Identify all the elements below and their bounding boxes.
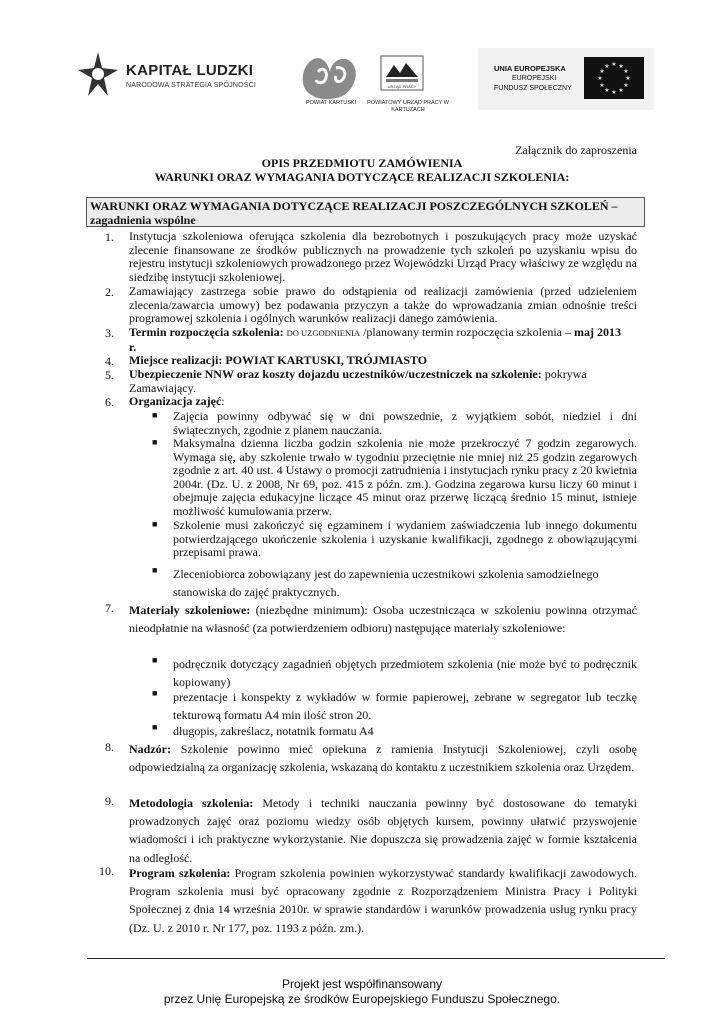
bullet-icon: ■ bbox=[152, 655, 158, 665]
svg-text:★: ★ bbox=[618, 63, 624, 70]
item-number: 1. bbox=[105, 230, 114, 244]
item-text-main: Szkolenie powinno mieć opiekuna z ramienia Instytucji Szkoleniowej, czyli osobę odpowiedzialną za organizację szkolenia, wskazaną do kontaktu z uczestnikiem szkolenia oraz Urzędem. bbox=[129, 742, 637, 775]
item-text: Instytucja szkoleniowa oferująca szkolenia dla bezrobotnych i poszukujących pracy może uzyskać zlecenie finansowane ze środków publicznych na prowadzenie tych szkoleń po uzyskaniu wpisu do rejestru instytucji szkoleniowych prowadzonego przez Wojewódzki Urząd Pracy właściwy ze względu na siedzibę instytucji szkoleniowej. bbox=[129, 229, 637, 284]
item-label: Metodologia szkolenia: bbox=[129, 796, 254, 810]
item-text bbox=[129, 368, 637, 395]
bullet-icon: ■ bbox=[152, 722, 158, 732]
section-heading: WARUNKI ORAZ WYMAGANIA DOTYCZĄCE REALIZACJI POSZCZEGÓLNYCH SZKOLEŃ – zagadnienia wspólne bbox=[90, 199, 618, 227]
bullet-icon: ■ bbox=[152, 437, 158, 447]
item-small-caps: DO UZGODNIENIA bbox=[286, 328, 361, 338]
item-label: Termin rozpoczęcia szkolenia: bbox=[129, 325, 284, 339]
item-text-main: : bbox=[221, 394, 225, 408]
bullet-icon: ■ bbox=[152, 565, 158, 575]
item-text bbox=[129, 326, 629, 354]
item-label-end: maj 2013 r. bbox=[129, 325, 621, 354]
ue-line-2: EUROPEJSKI bbox=[512, 75, 557, 82]
item-number: 4. bbox=[105, 354, 114, 368]
item-number: 3. bbox=[105, 326, 114, 340]
item-label: Materiały szkoleniowe: bbox=[129, 603, 251, 617]
footer-divider bbox=[87, 958, 665, 959]
bullet-text: Zajęcia powinny odbywać się w dni powszednie, z wyjątkiem sobót, niedziel i dni świątecznych, zgodnie z planem nauczania. bbox=[173, 409, 637, 437]
item-text-main: Metody i techniki nauczania powinny być dostosowane do tematyki prowadzonych zajęć oraz poziomu wiedzy osób objętych kursem, powinny ułatwić przyswojenie wiadomości i ich praktyczne wykorzystanie. Nie dopuszcza się prowadzenia zajęć w formie kształcenia na odległość. bbox=[129, 796, 638, 865]
bullet-icon: ■ bbox=[152, 519, 158, 529]
item-text bbox=[129, 354, 637, 368]
bullet-text: Szkolenie musi zakończyć się egzaminem i wydaniem zaświadczenia lub innego dokumentu potwierdzającego ukończenie szkolenia i uzyskanie kwalifikacji, zgodnego z obowiązującymi przepisami prawa. bbox=[173, 518, 637, 559]
bullet-text: Zleceniobiorca zobowiązany jest do zapewnienia uczestnikowi szkolenia samodzielnego stanowiska do zajęć praktycznych. bbox=[173, 567, 599, 600]
item-text-main: /planowany termin rozpoczęcia szkolenia – bbox=[360, 325, 574, 339]
item-number: 5. bbox=[105, 368, 114, 382]
svg-text:★: ★ bbox=[599, 68, 605, 75]
urzad-pracy-badge-text: URZĄD PRACY bbox=[387, 84, 417, 89]
item-number: 7. bbox=[105, 601, 114, 615]
kapital-ludzki-title: KAPITAŁ LUDZKI bbox=[126, 62, 254, 79]
item-label: Nadzór: bbox=[129, 742, 171, 756]
ue-line-3: FUNDUSZ SPOŁECZNY bbox=[494, 85, 572, 92]
svg-text:★: ★ bbox=[604, 63, 610, 70]
svg-text:★: ★ bbox=[625, 75, 631, 82]
item-label: Miejsce realizacji: POWIAT KARTUSKI, TRÓJMIASTO bbox=[129, 353, 428, 367]
svg-text:★: ★ bbox=[623, 68, 629, 75]
footer-line-2: przez Unię Europejską ze środków Europejskiego Funduszu Społecznego. bbox=[163, 992, 561, 1006]
item-text bbox=[129, 395, 637, 409]
item-label: Program szkolenia: bbox=[129, 866, 231, 880]
item-number: 10. bbox=[99, 864, 114, 878]
item-label: Ubezpieczenie NNW oraz koszty dojazdu uczestników/uczestniczek na szkolenie: bbox=[129, 367, 542, 381]
bullet-text: długopis, zakreślacz, notatnik formatu A4 bbox=[173, 724, 374, 738]
urzad-pracy-caption: POWIATOWY URZĄD PRACY W KARTUZACH bbox=[367, 100, 449, 113]
item-number: 2. bbox=[105, 285, 114, 299]
item-text bbox=[129, 601, 637, 637]
item-number: 6. bbox=[105, 395, 114, 409]
item-label: Organizacja zajęć bbox=[129, 394, 222, 408]
bullet-text: podręcznik dotyczący zagadnień objętych przedmiotem szkolenia (nie może być to podręcznik kopiowany) bbox=[173, 657, 637, 690]
footer-line-1: Projekt jest współfinansowany bbox=[281, 977, 443, 991]
svg-text:★: ★ bbox=[604, 87, 610, 94]
svg-text:★: ★ bbox=[611, 89, 617, 96]
svg-text:★: ★ bbox=[618, 87, 624, 94]
item-text bbox=[129, 740, 637, 776]
attachment-note: Załącznik do zaproszenia bbox=[515, 143, 637, 157]
svg-text:★: ★ bbox=[611, 61, 617, 68]
item-text bbox=[129, 864, 637, 937]
document-title: OPIS PRZEDMIOTU ZAMÓWIENIA bbox=[261, 156, 463, 170]
ue-line-1: UNIA EUROPEJSKA bbox=[494, 64, 566, 73]
item-text-main: (niezbędne minimum): Osoba uczestnicząca w szkoleniu powinna otrzymać nieodpłatnie na własność (za potwierdzeniem odbioru) następujące materiały szkoleniowe: bbox=[129, 603, 638, 636]
item-number: 8. bbox=[105, 740, 114, 754]
item-number: 9. bbox=[105, 794, 114, 808]
item-text-main: Program szkolenia powinien wykorzystywać standardy kwalifikacji zawodowych. Program szkolenia musi być opracowany zgodnie z Rozporządzeniem Ministra Pracy i Polityki Społecznej z dnia 14 września 2010r. w sprawie standardów i warunków prowadzenia usług rynku pracy (Dz. U. z 2010 r. Nr 177, poz. 1193 z późn. zm.). bbox=[129, 866, 637, 935]
bullet-text: Maksymalna dzienna liczba godzin szkolenia nie może przekroczyć 7 godzin zegarowych. Wymaga się, aby szkolenie trwało w tygodniu przeciętnie nie mniej niż 25 godzin zegarowych zgodnie z art. 40 ust. 4 Ustawy o promocji zatrudnienia i instytucjach rynku pracy z 20 kwietnia 2004r. (Dz. U. z 2008, Nr 69, poz. 415 z późn. zm.). Godzina zegarowa kursu liczy 60 minut i obejmuje zajęcia edukacyjne liczące 45 minut oraz przerwę liczącą średnio 15 minut, istnieje możliwość kumulowania przerw. bbox=[173, 436, 637, 518]
bullet-icon: ■ bbox=[152, 410, 158, 420]
powiat-kartuski-caption: POWIAT KARTUSKI bbox=[305, 100, 357, 106]
kapital-ludzki-subtitle: NARODOWA STRATEGIA SPÓJNOŚCI bbox=[126, 82, 257, 89]
svg-text:★: ★ bbox=[623, 82, 629, 89]
bullet-text: prezentacje i konspekty z wykładów w formie papierowej, zebrane w segregator lub teczkę tekturową formatu A4 min ilość stron 20. bbox=[173, 690, 637, 723]
urzad-pracy-logo-icon bbox=[380, 55, 424, 91]
svg-text:★: ★ bbox=[597, 75, 603, 82]
document-subtitle: WARUNKI ORAZ WYMAGANIA DOTYCZĄCE REALIZACJI SZKOLENIA: bbox=[154, 170, 570, 184]
item-text-main: pokrywa Zamawiający. bbox=[129, 367, 587, 395]
svg-text:★: ★ bbox=[599, 82, 605, 89]
eu-flag-icon bbox=[584, 57, 644, 99]
item-text: Zamawiający zastrzega sobie prawo do odstąpienia od realizacji zamówienia (przed udzieleniem zlecenia/zawarcia umowy) bez podawania przyczyn a także do wprowadzania zmian odnośnie treści programowej szkolenia i ogólnych warunków realizacji danego zamówienia. bbox=[129, 284, 637, 325]
section-heading-box bbox=[86, 197, 645, 227]
unia-europejska-logo bbox=[478, 48, 654, 110]
bullet-icon: ■ bbox=[152, 688, 158, 698]
logo-header bbox=[0, 0, 724, 130]
kapital-ludzki-star-icon bbox=[78, 50, 122, 102]
item-text bbox=[129, 794, 637, 867]
kapital-ludzki-logo bbox=[78, 50, 288, 102]
